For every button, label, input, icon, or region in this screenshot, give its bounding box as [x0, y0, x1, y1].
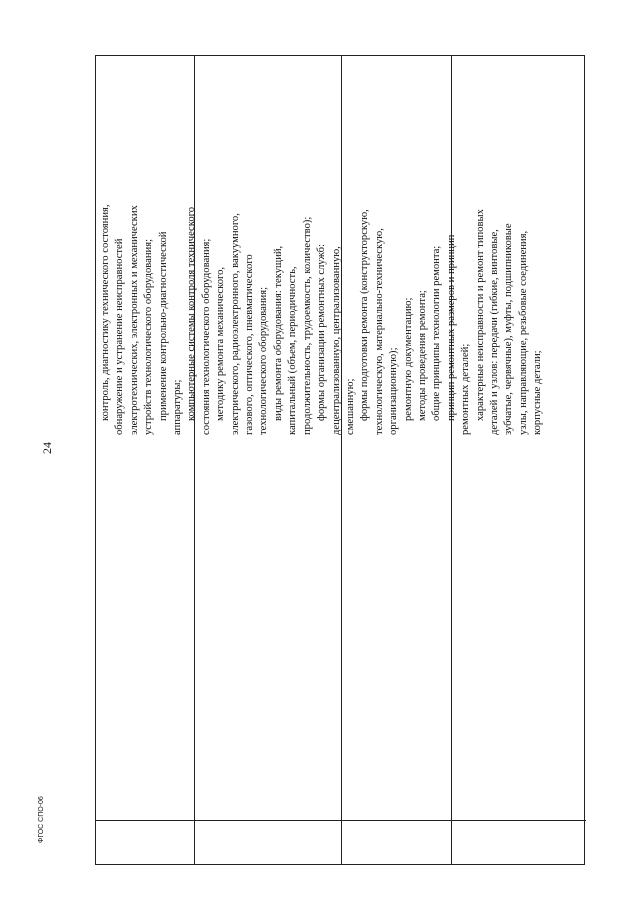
list-line: общие принципы технологии ремонта;: [431, 245, 443, 421]
list-line: формы организации ремонтных служб:: [316, 244, 328, 421]
rotated-page: [95, 55, 585, 865]
list-line: принцип ремонтных размеров и принцип: [445, 234, 457, 421]
list-line: смешанную;: [344, 378, 356, 435]
list-line: ремонтных деталей;: [460, 343, 472, 435]
list-line: продолжительность, трудоемкость, количество);: [301, 216, 313, 435]
list-line: организационную);: [388, 347, 400, 435]
list-line: методику ремонта механического,: [215, 266, 227, 421]
list-line: обнаружение и устранение неисправностей: [114, 238, 126, 435]
list-line: технологического оборудования;: [258, 286, 270, 435]
list-line: компьютерные системы контроля технического: [186, 206, 198, 421]
list-line: ремонтную документацию;: [402, 297, 414, 421]
list-line: характерные неисправности и ремонт типовых: [474, 209, 486, 421]
list-line: газового, оптического, пневматического: [244, 254, 256, 435]
table-cell: [342, 820, 451, 864]
table-cell: [96, 820, 194, 864]
list-line: виды ремонта оборудования: текущий,: [272, 245, 284, 421]
list-line: технологическую, материально-техническую,: [373, 228, 385, 435]
footer-code: ФГОС СПО-06: [38, 796, 45, 843]
table-cell: [452, 820, 586, 864]
list-line: узлы, направляющие, резьбовые соединения,: [517, 230, 529, 435]
list-line: устройств технологического оборудования;: [143, 238, 155, 435]
list-line: зубчатые, червячные), муфты, подшипниковые: [503, 223, 515, 435]
list-line: корпусные детали;: [532, 350, 544, 435]
page-number: 24: [40, 442, 54, 454]
list-line: электрического, радиоэлектронного, вакуумного,: [229, 213, 241, 435]
list-line: формы подготовки ремонта (конструкторскую,: [359, 209, 371, 421]
list-line: капитальный (объем, периодичность,: [287, 266, 299, 435]
list-line: контроль, диагностику технического состояния,: [100, 204, 111, 421]
list-line: децентрализованную, централизованную,: [330, 246, 342, 435]
list-line: электротехнических, электронных и механических: [128, 205, 140, 435]
list-line: применение контрольно-диагностической: [157, 231, 169, 421]
knowledge-list: [99, 60, 585, 435]
list-line: деталей и узлов: передачи (гибкие, винтовые,: [488, 229, 500, 435]
table-cell: [195, 820, 341, 864]
list-line: состояния технологического оборудования;: [200, 238, 212, 435]
list-line: аппаратуры;: [172, 379, 184, 435]
list-line: методы проведения ремонта;: [416, 290, 428, 421]
